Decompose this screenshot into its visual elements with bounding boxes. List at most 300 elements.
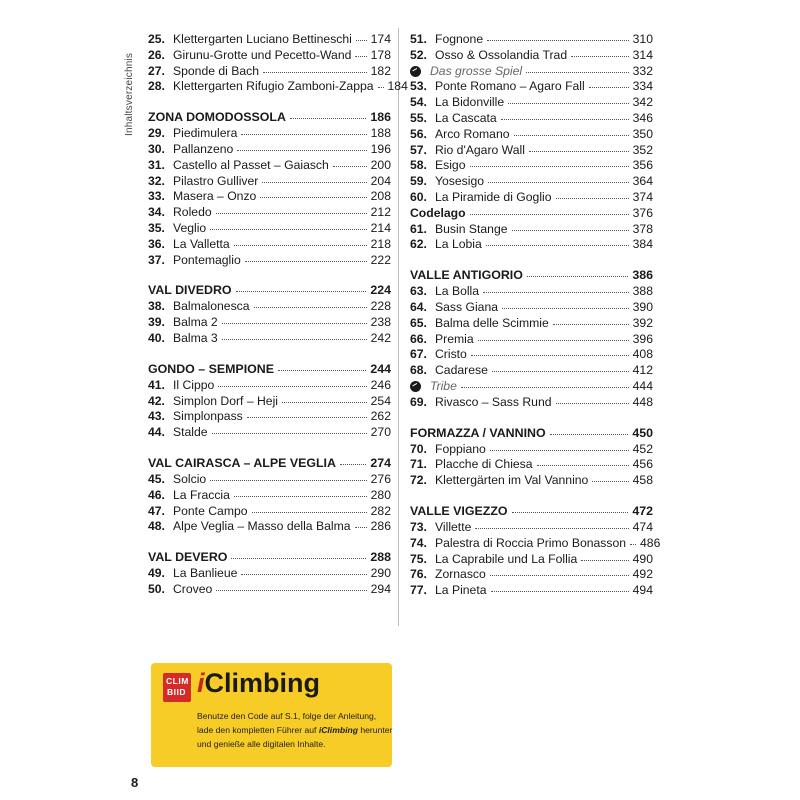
entry-name: Villette [435, 519, 472, 534]
dot-leader [247, 416, 367, 418]
toc-right-column [410, 32, 661, 599]
toc-entry[interactable] [148, 331, 391, 347]
toc-entry[interactable] [148, 394, 391, 410]
toc-entry[interactable] [410, 222, 653, 238]
entry-number: 45. [148, 471, 165, 486]
toc-left-column [148, 32, 408, 598]
dot-leader [355, 526, 367, 528]
dot-leader [508, 102, 629, 104]
sidebar-tab [121, 36, 137, 136]
dot-leader [241, 133, 366, 135]
toc-entry[interactable] [410, 143, 653, 159]
toc-entry[interactable] [410, 111, 653, 127]
toc-entry[interactable] [148, 299, 391, 315]
dot-leader [210, 479, 366, 481]
dot-leader [527, 275, 628, 277]
iclimbing-promo-box[interactable] [151, 663, 392, 767]
dot-leader [470, 165, 629, 167]
entry-page-number: 310 [632, 32, 653, 46]
entry-page-number: 222 [370, 252, 391, 267]
entry-page-number: 262 [370, 409, 391, 424]
entry-page-number: 280 [370, 487, 391, 502]
toc-entry[interactable] [148, 64, 391, 80]
entry-page-number: 178 [370, 47, 391, 62]
entry-name: Rivasco – Sass Rund [435, 394, 552, 409]
toc-entry[interactable] [148, 582, 391, 598]
dot-leader [478, 339, 629, 341]
toc-section-heading[interactable] [148, 110, 391, 126]
entry-name: Yosesigo [435, 174, 485, 189]
entry-page-number: 214 [370, 220, 391, 235]
toc-entry[interactable] [148, 174, 391, 190]
entry-page-number: 228 [370, 299, 391, 314]
brand-climbing: Climbing [204, 668, 321, 698]
entry-page-number: 238 [370, 315, 391, 330]
entry-number: 40. [148, 330, 165, 345]
entry-number: 59. [410, 174, 427, 189]
dot-leader [512, 511, 629, 513]
entry-name: La Caprabile und La Follia [435, 551, 578, 566]
entry-name: Pontemaglio [173, 252, 241, 267]
toc-entry[interactable] [148, 253, 391, 269]
entry-page-number: 408 [632, 347, 653, 362]
entry-number: 68. [410, 363, 427, 378]
entry-page-number: 374 [632, 189, 653, 204]
entry-page-number: 390 [632, 299, 653, 314]
toc-entry[interactable] [410, 395, 653, 411]
dot-leader [222, 322, 367, 324]
toc-entry[interactable] [148, 378, 391, 394]
dot-leader [483, 291, 629, 293]
toc-entry[interactable] [410, 567, 653, 583]
entry-name: La Valletta [173, 236, 230, 251]
entry-name: Masera – Onzo [173, 189, 257, 204]
dot-leader [471, 354, 629, 356]
section-title: VAL DEVERO [148, 550, 228, 565]
dot-leader [556, 402, 629, 404]
toc-entry[interactable] [148, 425, 391, 441]
entry-name: La Lobia [435, 237, 482, 252]
entry-name: Ponte Romano – Agaro Fall [435, 79, 585, 94]
entry-page-number: 254 [370, 393, 391, 408]
entry-name: Veglio [173, 220, 207, 235]
entry-page-number: 490 [632, 551, 653, 566]
dot-leader [550, 433, 629, 435]
entry-number: 47. [148, 503, 165, 518]
entry-page-number: 182 [370, 63, 391, 78]
entry-page-number: 270 [370, 425, 391, 440]
dot-leader [592, 480, 628, 482]
toc-entry[interactable] [410, 158, 653, 174]
entry-name: Esigo [435, 158, 466, 173]
section-title: VAL CAIRASCA – ALPE VEGLIA [148, 455, 336, 470]
entry-page-number: 242 [370, 330, 391, 345]
toc-entry[interactable] [148, 48, 391, 64]
promo-line-2-a: lade den kompletten Führer auf [197, 725, 319, 735]
dot-leader [252, 511, 367, 513]
toc-section-heading[interactable] [410, 426, 653, 442]
entry-name: Stalde [173, 425, 208, 440]
iclimbing-brand [197, 668, 320, 699]
entry-number: 39. [148, 315, 165, 330]
entry-number: 25. [148, 32, 165, 46]
dot-leader [245, 260, 367, 262]
entry-page-number: 450 [632, 425, 653, 440]
promo-line-1: Benutze den Code auf S.1, folge der Anleitung, [197, 711, 377, 721]
entry-number: 61. [410, 221, 427, 236]
entry-page-number: 282 [370, 503, 391, 518]
section-title: VAL DIVEDRO [148, 283, 232, 298]
dot-leader [222, 338, 367, 340]
dot-leader [461, 386, 629, 388]
toc-entry[interactable] [410, 127, 653, 143]
toc-entry[interactable] [148, 32, 391, 48]
boulder-icon [410, 64, 430, 78]
toc-bouldering-entry[interactable] [410, 64, 653, 80]
toc-entry[interactable] [148, 409, 391, 425]
toc-entry[interactable] [410, 442, 653, 458]
entry-number: 55. [410, 110, 427, 125]
entry-name: Pilastro Gulliver [173, 173, 259, 188]
entry-number: 71. [410, 457, 427, 472]
toc-subheading[interactable] [410, 206, 653, 222]
dot-leader [475, 527, 628, 529]
toc-entry[interactable] [410, 520, 653, 536]
toc-entry[interactable] [148, 205, 391, 221]
dot-leader [487, 39, 629, 41]
toc-entry[interactable] [410, 552, 653, 568]
entry-name: La Bidonville [435, 95, 505, 110]
toc-entry[interactable] [410, 95, 653, 111]
entry-page-number: 386 [632, 268, 653, 283]
dot-leader [260, 196, 366, 198]
entry-page-number: 376 [632, 205, 653, 220]
dot-leader [262, 181, 366, 183]
entry-number: 72. [410, 473, 427, 488]
entry-page-number: 208 [370, 189, 391, 204]
entry-page-number: 492 [632, 567, 653, 582]
entry-page-number: 378 [632, 221, 653, 236]
entry-name: Alpe Veglia – Masso della Balma [173, 519, 351, 534]
dot-leader [553, 323, 629, 325]
entry-name: Busin Stange [435, 221, 508, 236]
toc-entry[interactable] [410, 284, 653, 300]
dot-leader [210, 228, 366, 230]
entry-number: 30. [148, 141, 165, 156]
entry-number: 42. [148, 393, 165, 408]
dot-leader [571, 55, 629, 57]
entry-page-number: 294 [370, 581, 391, 596]
entry-number: 75. [410, 551, 427, 566]
entry-name: La Cascata [435, 110, 497, 125]
entry-page-number: 244 [370, 361, 391, 376]
logo-text-bottom: BIID [167, 687, 186, 697]
entry-page-number: 334 [632, 79, 653, 94]
entry-page-number: 200 [370, 157, 391, 172]
entry-name: Sass Giana [435, 299, 499, 314]
toc-entry[interactable] [410, 79, 653, 95]
toc-section-heading[interactable] [410, 268, 653, 284]
entry-page-number: 346 [632, 110, 653, 125]
dot-leader [501, 118, 629, 120]
dot-leader [212, 432, 367, 434]
dot-leader [263, 71, 367, 73]
dot-leader [630, 543, 636, 545]
entry-page-number: 274 [370, 455, 391, 470]
entry-name: Solcio [173, 471, 207, 486]
entry-number: 58. [410, 158, 427, 173]
entry-page-number: 352 [632, 142, 653, 157]
entry-number: 27. [148, 63, 165, 78]
entry-number: 38. [148, 299, 165, 314]
toc-entry[interactable] [410, 48, 653, 64]
entry-number: 64. [410, 299, 427, 314]
entry-page-number: 486 [640, 535, 661, 550]
entry-name: Ponte Campo [173, 503, 248, 518]
entry-page-number: 448 [632, 394, 653, 409]
entry-page-number: 396 [632, 331, 653, 346]
dot-leader [529, 150, 629, 152]
toc-entry[interactable] [410, 190, 653, 206]
entry-number: 67. [410, 347, 427, 362]
entry-number: 52. [410, 47, 427, 62]
entry-name: Simplon Dorf – Heji [173, 393, 278, 408]
dot-leader [491, 590, 629, 592]
entry-number: 50. [148, 581, 165, 596]
entry-number: 43. [148, 409, 165, 424]
dot-leader [537, 464, 629, 466]
entry-number: 32. [148, 173, 165, 188]
entry-number: 76. [410, 567, 427, 582]
entry-page-number: 392 [632, 315, 653, 330]
entry-name: Croveo [173, 581, 213, 596]
toc-entry[interactable] [410, 237, 653, 253]
entry-page-number: 286 [370, 519, 391, 534]
entry-name: Klettergarten Rifugio Zamboni-Zappa [173, 79, 374, 94]
entry-name: Simplonpass [173, 409, 243, 424]
entry-number: 46. [148, 487, 165, 502]
entry-name: Pallanzeno [173, 141, 234, 156]
boulder-icon [410, 379, 430, 393]
dot-leader [355, 55, 366, 57]
entry-name: Klettergärten im Val Vannino [435, 473, 589, 488]
toc-entry[interactable] [410, 457, 653, 473]
entry-page-number: 204 [370, 173, 391, 188]
entry-number: 54. [410, 95, 427, 110]
toc-entry[interactable] [148, 237, 391, 253]
entry-name: Balma delle Scimmie [435, 315, 549, 330]
entry-page-number: 288 [370, 550, 391, 565]
toc-section-heading[interactable] [148, 283, 391, 299]
dot-leader [234, 495, 367, 497]
dot-leader [278, 369, 366, 371]
entry-number: 70. [410, 441, 427, 456]
entry-page-number: 342 [632, 95, 653, 110]
entry-name: La Bolla [435, 284, 480, 299]
toc-entry[interactable] [148, 504, 391, 520]
entry-number: 49. [148, 566, 165, 581]
toc-entry[interactable] [148, 472, 391, 488]
toc-section-heading[interactable] [148, 362, 391, 378]
entry-name: La Banlieue [173, 566, 238, 581]
entry-name: Premia [435, 331, 474, 346]
toc-entry[interactable] [410, 535, 661, 552]
entry-page-number: 412 [632, 363, 653, 378]
toc-entry[interactable] [148, 221, 391, 237]
dot-leader [492, 370, 629, 372]
dot-leader [241, 573, 366, 575]
toc-entry[interactable] [410, 174, 653, 190]
entry-name: Placche di Chiesa [435, 457, 533, 472]
entry-number: 53. [410, 79, 427, 94]
toc-entry[interactable] [410, 32, 653, 48]
entry-number: 33. [148, 189, 165, 204]
toc-entry[interactable] [148, 519, 391, 535]
entry-name: Girunu-Grotte und Pecetto-Wand [173, 47, 352, 62]
promo-line-2-b: herunter [357, 725, 393, 735]
climbing-logo-icon [163, 673, 191, 702]
entry-name: Balmalonesca [173, 299, 250, 314]
entry-number: 37. [148, 252, 165, 267]
toc-entry[interactable] [410, 473, 653, 489]
toc-entry[interactable] [410, 583, 653, 599]
dot-leader [356, 39, 367, 41]
toc-entry[interactable] [410, 347, 653, 363]
entry-name: Zornasco [435, 567, 486, 582]
entry-name: La Pineta [435, 583, 487, 598]
subheading-title: Codelago [410, 205, 466, 220]
toc-entry[interactable] [148, 79, 408, 95]
dot-leader [488, 181, 629, 183]
entry-page-number: 494 [632, 583, 653, 598]
toc-entry[interactable] [410, 332, 653, 348]
dot-leader [378, 86, 384, 88]
entry-page-number: 224 [370, 283, 391, 298]
entry-number: 77. [410, 583, 427, 598]
entry-page-number: 212 [370, 205, 391, 220]
dot-leader [589, 86, 629, 88]
dot-leader [556, 197, 629, 199]
entry-page-number: 350 [632, 126, 653, 141]
entry-number: 66. [410, 331, 427, 346]
entry-page-number: 186 [370, 110, 391, 125]
entry-number: 35. [148, 220, 165, 235]
dot-leader [470, 213, 629, 215]
entry-number: 41. [148, 377, 165, 392]
section-title: FORMAZZA / VANNINO [410, 425, 546, 440]
dot-leader [254, 306, 367, 308]
entry-number: 74. [410, 535, 427, 550]
entry-name: La Fraccia [173, 487, 230, 502]
toc-entry[interactable] [410, 316, 653, 332]
toc-bouldering-entry[interactable] [410, 379, 653, 395]
entry-number: 62. [410, 237, 427, 252]
toc-entry[interactable] [148, 189, 391, 205]
entry-number: 57. [410, 142, 427, 157]
sidebar-label: Inhaltsverzeichnis [124, 52, 135, 136]
entry-page-number: 246 [370, 377, 391, 392]
section-title: VALLE ANTIGORIO [410, 268, 523, 283]
section-title: ZONA DOMODOSSOLA [148, 110, 286, 125]
entry-name: Sponde di Bach [173, 63, 260, 78]
entry-page-number: 188 [370, 126, 391, 141]
entry-page-number: 456 [632, 457, 653, 472]
toc-section-heading[interactable] [148, 550, 391, 566]
entry-page-number: 218 [370, 236, 391, 251]
dot-leader [490, 574, 629, 576]
brand-i: i [197, 668, 205, 698]
toc-entry[interactable] [148, 315, 391, 331]
dot-leader [514, 134, 629, 136]
toc-entry[interactable] [410, 363, 653, 379]
page-number: 8 [131, 775, 139, 790]
dot-leader [340, 463, 366, 465]
dot-leader [502, 307, 629, 309]
entry-number: 29. [148, 126, 165, 141]
entry-name: Das grosse Spiel [430, 63, 523, 78]
toc-entry[interactable] [148, 488, 391, 504]
dot-leader [526, 71, 629, 73]
toc-entry[interactable] [148, 566, 391, 582]
entry-name: Osso & Ossolandia Trad [435, 47, 568, 62]
entry-name: Tribe [430, 378, 457, 393]
toc-section-heading[interactable] [148, 456, 391, 472]
entry-name: La Piramide di Goglio [435, 189, 552, 204]
entry-name: Fognone [435, 32, 484, 46]
entry-number: 69. [410, 394, 427, 409]
toc-entry[interactable] [148, 158, 391, 174]
entry-page-number: 388 [632, 284, 653, 299]
entry-page-number: 364 [632, 174, 653, 189]
section-title: GONDO – SEMPIONE [148, 361, 274, 376]
dot-leader [231, 557, 366, 559]
entry-name: Klettergarten Luciano Bettineschi [173, 32, 352, 46]
entry-page-number: 174 [370, 32, 391, 46]
dot-leader [290, 117, 366, 119]
entry-name: Foppiano [435, 441, 486, 456]
entry-page-number: 276 [370, 471, 391, 486]
dot-leader [236, 290, 367, 292]
promo-line-2-em: iClimbing [318, 725, 358, 735]
entry-number: 36. [148, 236, 165, 251]
entry-page-number: 444 [632, 378, 653, 393]
entry-number: 44. [148, 425, 165, 440]
entry-name: Cristo [435, 347, 467, 362]
toc-entry[interactable] [148, 142, 391, 158]
toc-section-heading[interactable] [410, 504, 653, 520]
toc-entry[interactable] [148, 126, 391, 142]
entry-number: 73. [410, 519, 427, 534]
toc-entry[interactable] [410, 300, 653, 316]
entry-name: Arco Romano [435, 126, 510, 141]
entry-page-number: 452 [632, 441, 653, 456]
entry-page-number: 290 [370, 566, 391, 581]
promo-line-3: und genieße alle digitalen Inhalte. [197, 739, 326, 749]
entry-number: 65. [410, 315, 427, 330]
dot-leader [490, 449, 629, 451]
entry-page-number: 474 [632, 519, 653, 534]
entry-page-number: 384 [632, 237, 653, 252]
entry-number: 60. [410, 189, 427, 204]
entry-page-number: 184 [387, 79, 408, 94]
entry-name: Piedimulera [173, 126, 238, 141]
entry-number: 31. [148, 157, 165, 172]
entry-number: 56. [410, 126, 427, 141]
entry-number: 48. [148, 519, 165, 534]
promo-line-2 [197, 723, 393, 737]
entry-name: Roledo [173, 205, 212, 220]
entry-name: Rio d'Agaro Wall [435, 142, 525, 157]
